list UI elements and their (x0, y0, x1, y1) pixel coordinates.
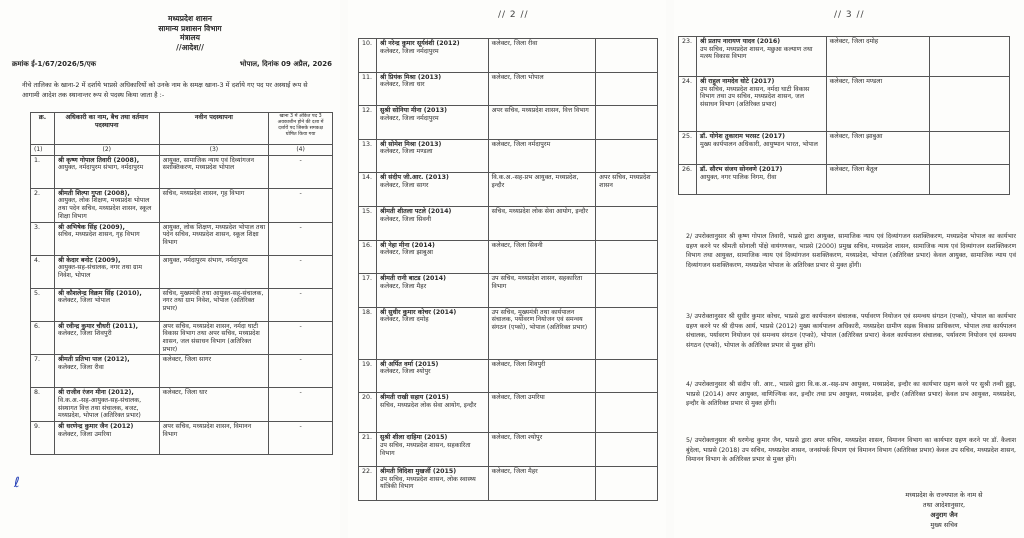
officer-cell (376, 240, 488, 274)
header-line: सामान्य प्रशासन विभाग (158, 23, 222, 33)
new-post: आयुक्त, लोक शिक्षण, मध्यप्रदेश भोपाल तथा पदेन सचिव, मध्यप्रदेश शासन, स्कूल शिक्षा विभाग (159, 222, 269, 255)
new-post: कलेक्टर, जिला धार (159, 388, 269, 422)
new-post: कलेक्टर, जिला शिवपुरी (488, 359, 596, 393)
reference-line (12, 60, 332, 69)
equivalent-post: - (269, 388, 333, 422)
new-post: आयुक्त, नर्मदापुरम संभाग, नर्मदापुरम (159, 255, 269, 288)
officer-cell (54, 288, 159, 321)
table-row (31, 188, 333, 222)
officer-name: श्रीमती शिल्पा गुप्ता (2008), (57, 189, 130, 197)
table-row (31, 388, 333, 422)
row-number: 26. (679, 165, 697, 195)
row-number: 17. (359, 274, 377, 308)
equivalent-post: - (269, 155, 333, 188)
equivalent-post (596, 393, 658, 433)
row-number: 9. (31, 422, 55, 455)
table-row (359, 274, 658, 308)
header-cell: अधिकारी का नाम, बैच तथा वर्तमान पदस्थापना (54, 113, 159, 145)
current-post: सचिव, मध्यप्रदेश लोक सेवा आयोग, इन्दौर (379, 402, 477, 410)
current-post: कलेक्टर, जिला नर्मदापुरम (379, 114, 439, 122)
row-number: 3. (31, 222, 55, 255)
current-post: कलेक्टर, जिला मण्डला (379, 148, 433, 156)
table-row (359, 359, 658, 393)
officer-cell (376, 393, 488, 433)
equivalent-post: अपर सचिव, मध्यप्रदेश शासन (596, 173, 658, 207)
officer-cell (696, 77, 826, 132)
paragraph-3: 3/ उपरोक्तानुसार श्री सुधीर कुमार कोचर, भाप्रसे द्वारा कार्यपालन संचालक, पर्यावरण नियोजन एवं समन्वय संगठन (एप्को), भोपाल का कार्यभार ग्रहण करने पर श्री दीपक आर्य, भाप्रसे (2012) मुख्य कार्यपालन अधिकारी, मध्यप्रदेश ग्रामीण सड़क विकास प्राधिकरण, भोपाल तथा कार्यपालन संचालक, पर्यावरण नियोजन एवं समन्वय संगठन (एप्को), भोपाल (अतिरिक्त प्रभार) केवल कार्यपालन संचालक, पर्यावरण नियोजन एवं समन्वय संगठन (एप्को), भोपाल के अतिरिक्त प्रभार से मुक्त होंगे। (686, 313, 1016, 349)
officer-cell (376, 173, 488, 207)
current-post: आयुक्त, नगर पालिक निगम, रीवा (699, 173, 777, 181)
current-post: कलेक्टर, जिला मैहर (379, 282, 427, 290)
equivalent-post: - (269, 321, 333, 355)
paragraph-2: 2/ उपरोक्तानुसार श्री कृष्ण गोपाल तिवारी, भाप्रसे द्वारा आयुक्त, सामाजिक न्याय एवं दिव्यांगजन सशक्तिकरण, मध्यप्रदेश भोपाल का कार्यभार ग्रहण करने पर श्रीमती सोनाली पोंक्षे वायंगणकर, भाप्रसे (2000) प्रमुख सचिव, मध्यप्रदेश शासन, सामाजिक न्याय एवं दिव्यांगजन सशक्तिकरण विभाग तथा आयुक्त, सामाजिक न्याय एवं दिव्यांगजन सशक्तिकरण, मध्यप्रदेश, भोपाल (अतिरिक्त प्रभार) केवल आयुक्त, सामाजिक न्याय एवं दिव्यांगजन सशक्तिकरण, मध्यप्रदेश भोपाल के अतिरिक्त प्रभार से मुक्त होंगी। (686, 233, 1016, 269)
transfer-table-1 (30, 112, 333, 455)
officer-cell (54, 255, 159, 288)
table-row (31, 422, 333, 455)
current-post: आयुक्त, नर्मदापुरम संभाग, नर्मदापुरम (57, 164, 144, 172)
new-post: उप सचिव, मध्यप्रदेश शासन, सहकारिता विभाग (488, 274, 596, 308)
officer-cell (54, 388, 159, 422)
row-number: 15. (359, 206, 377, 240)
col-number: (1) (31, 145, 55, 156)
officer-cell (696, 37, 826, 77)
new-post: वि.क.अ.-सह-प्रभ आयुक्त, मध्यप्रदेश, इन्दौर (488, 173, 596, 207)
table-row (679, 77, 1010, 132)
officer-name: श्री नेहा मीना (2014) (379, 241, 435, 249)
table-row (359, 307, 658, 359)
officer-cell (376, 39, 488, 73)
new-post: कलेक्टर, जिला मैहर (488, 466, 596, 500)
new-post: उप सचिव, मुख्यमंत्री तथा कार्यपालन संचालक, पर्यावरण नियोजन एवं समन्वय संगठन (एप्को), भोपाल (अतिरिक्त प्रभार) (488, 307, 596, 359)
row-number: 7. (31, 355, 55, 388)
intro-text: नीचे तालिका के खाना-2 में दर्शाये भाप्रसे अधिकारियों को उनके नाम के समक्ष खाना-3 में दर्शाये गए पद पर अस्थाई रूप से आगामी आदेश तक स्थानान्तर रूप से पदस्थ किया जाता है :- (22, 81, 308, 99)
order-date: भोपाल, दिनांक 09 अप्रैल, 2026 (239, 60, 332, 68)
equivalent-post: - (269, 255, 333, 288)
equivalent-post (596, 274, 658, 308)
officer-name: श्री संदीप जी.आर. (2013) (379, 174, 449, 182)
signatory-title: मुख्य सचिव (930, 521, 958, 529)
new-post: कलेक्टर, जिला दमोह (826, 37, 930, 77)
header-line: मंत्रालय (179, 33, 200, 42)
row-number: 2. (31, 188, 55, 222)
header-cell: क्र. (31, 113, 55, 145)
officer-name: श्री राहुल नामदेव धोटे (2017) (699, 78, 775, 85)
officer-cell (376, 466, 488, 500)
officer-cell (376, 307, 488, 359)
table-row (31, 155, 333, 188)
officer-cell (54, 355, 159, 388)
equivalent-post (930, 132, 1010, 165)
table-row (31, 321, 333, 355)
row-number: 23. (679, 37, 697, 77)
equivalent-post (596, 106, 658, 140)
current-post: कलेक्टर, जिला धार (379, 81, 425, 89)
officer-cell (54, 188, 159, 222)
officer-name: श्रीमती विदिशा मुखर्जी (2015) (379, 467, 457, 475)
current-post: कलेक्टर, जिला दमोह (379, 316, 429, 324)
officer-name: डॉ. सौरभ संजय सोनवणे (2017) (699, 166, 783, 173)
order-page-1 (0, 0, 340, 538)
row-number: 12. (359, 106, 377, 140)
new-post: कलेक्टर, जिला नर्मदापुरम (488, 139, 596, 173)
row-number: 24. (679, 77, 697, 132)
officer-cell (696, 132, 826, 165)
equivalent-post (596, 466, 658, 500)
officer-name: श्रीमती प्रतिभा पाल (2012), (57, 356, 130, 364)
current-post: उप सचिव, मध्यप्रदेश शासन, मछुआ कल्याण तथा मत्स्य विकास विभाग (699, 45, 813, 61)
table-row (359, 240, 658, 274)
new-post: कलेक्टर, जिला भोपाल (488, 72, 596, 106)
row-number: 22. (359, 466, 377, 500)
row-number: 25. (679, 132, 697, 165)
current-post: कलेक्टर, जिला रीवा (57, 364, 104, 372)
table-row (359, 173, 658, 207)
current-post: आयुक्त-सह-संचालक, नगर तथा ग्राम निवेश, भोपाल (57, 264, 142, 279)
officer-cell (376, 274, 488, 308)
officer-name: श्री रवीन्द्र कुमार चौधरी (2011), (57, 322, 138, 330)
current-post: कलेक्टर, जिला नर्मदापुरम (379, 47, 439, 55)
current-post: उप सचिव, मध्यप्रदेश शासन, लोक स्वास्थ्य यांत्रिकी विभाग (379, 475, 476, 491)
new-post: कलेक्टर, जिला सिवनी (488, 240, 596, 274)
equivalent-post (596, 433, 658, 467)
table-row (31, 355, 333, 388)
new-post: कलेक्टर, जिला मण्डला (826, 77, 930, 132)
transfer-table-3 (678, 36, 1010, 195)
equivalent-post (930, 165, 1010, 195)
equivalent-post (930, 37, 1010, 77)
equivalent-post (596, 206, 658, 240)
current-post: कलेक्टर, जिला उमरिया (57, 430, 112, 438)
equivalent-post: - (269, 422, 333, 455)
row-number: 1. (31, 155, 55, 188)
header-cell: खाना 3 में अंकित पद 3 अवकाशीन होने की दशा में दर्शायें पद जिसके समकक्ष घोषित किया गया (269, 113, 333, 145)
paragraph-5: 5/ उपरोक्तानुसार श्री धरणेन्द्र कुमार जैन, भाप्रसे द्वारा अपर सचिव, मध्यप्रदेश शासन, विमानन विभाग का कार्यभार ग्रहण करने पर डॉ. कैलाश बुंदेला, भाप्रसे (2018) उप सचिव, मध्यप्रदेश शासन, जनसंपर्क विभाग एवं विमानन विभाग (अतिरिक्त प्रभार) केवल उप सचिव, मध्यप्रदेश शासन, विमानन विभाग के अतिरिक्त प्रभार से मुक्त होंगे। (686, 437, 1016, 463)
officer-name: श्रीमती रानी बाटड (2014) (379, 275, 447, 283)
officer-name: श्री केदार बनोट (2009), (57, 256, 121, 264)
new-post: अपर सचिव, मध्यप्रदेश शासन, वित्त विभाग (488, 106, 596, 140)
table-row (679, 37, 1010, 77)
signatory-name: अनुराग जैन (930, 511, 958, 519)
officer-cell (54, 422, 159, 455)
row-number: 6. (31, 321, 55, 355)
col-number: (3) (159, 145, 269, 156)
current-post: कलेक्टर, जिला श्योपुर (379, 368, 431, 376)
officer-cell (54, 155, 159, 188)
table-row (359, 139, 658, 173)
new-post: कलेक्टर, जिला रीवा (488, 39, 596, 73)
officer-name: श्री धरणेन्द्र कुमार जैन (2012) (57, 423, 134, 431)
current-post: उप सचिव, मध्यप्रदेश शासन, नर्मदा घाटी विकास विभाग तथा उप सचिव, मध्यप्रदेश शासन, जल संसाधन विभाग (अतिरिक्त प्रभार) (699, 85, 810, 109)
order-page-3 (674, 0, 1024, 538)
table-row (679, 132, 1010, 165)
officer-name: श्री राजीव रंजन मीना (2012), (57, 389, 134, 397)
officer-name: सुश्री सोनिया मीना (2013) (379, 107, 448, 115)
officer-name: सुश्री शीला दाहिमा (2015) (379, 434, 448, 442)
officer-name: श्री अर्पित वर्मा (2015) (379, 360, 439, 368)
table-row (359, 106, 658, 140)
new-post: सचिव, मध्यप्रदेश लोक सेवा आयोग, इन्दौर (488, 206, 596, 240)
transfer-table-2 (358, 38, 658, 501)
current-post: सचिव, मध्यप्रदेश शासन, गृह विभाग (57, 231, 140, 239)
new-post: कलेक्टर, जिला सागर (159, 355, 269, 388)
table-row (31, 255, 333, 288)
table-row (679, 165, 1010, 195)
row-number: 14. (359, 173, 377, 207)
signature-block (874, 490, 1014, 530)
officer-name: श्री कौशलेन्द्र विक्रम सिंह (2010), (57, 289, 142, 297)
equivalent-post: - (269, 355, 333, 388)
officer-cell (54, 321, 159, 355)
sign-line: मध्यप्रदेश के राज्यपाल के नाम से (905, 491, 983, 499)
equivalent-post (596, 240, 658, 274)
officer-name: श्री प्रताप नारायण यादव (2016) (699, 38, 781, 45)
officer-name: श्री प्रियंक मिश्रा (2013) (379, 73, 442, 81)
table-row (31, 222, 333, 255)
equivalent-post: - (269, 188, 333, 222)
row-number: 19. (359, 359, 377, 393)
officer-name: श्री नरेन्द्र कुमार सूर्यवंशी (2012) (379, 40, 460, 47)
table-row (359, 466, 658, 500)
equivalent-post (930, 77, 1010, 132)
new-post: कलेक्टर, जिला बैतूल (826, 165, 930, 195)
table-row (31, 288, 333, 321)
officer-name: श्री सुधीर कुमार कोचर (2014) (379, 308, 457, 316)
table-row (359, 393, 658, 433)
order-page-2 (348, 0, 666, 538)
equivalent-post: - (269, 222, 333, 255)
row-number: 20. (359, 393, 377, 433)
officer-cell (376, 106, 488, 140)
current-post: कलेक्टर, जिला सागर (379, 182, 429, 190)
equivalent-post (596, 139, 658, 173)
officer-name: श्री सोमेश मिश्रा (2013) (379, 140, 442, 148)
row-number: 18. (359, 307, 377, 359)
header-line: मध्यप्रदेश शासन (168, 14, 212, 23)
sign-line: तथा आदेशानुसार, (922, 501, 966, 509)
current-post: कलेक्टर, जिला झाबुआ (379, 249, 433, 257)
reference-number: क्रमांक ई-1/67/2026/5/एक (12, 60, 96, 68)
margin-ink-mark: ℓ (14, 475, 20, 491)
header-line: //आदेश// (176, 42, 204, 52)
page-number: // 3 // (834, 10, 865, 20)
officer-cell (696, 165, 826, 195)
row-number: 5. (31, 288, 55, 321)
current-post: वि.क.अ.-सह-आयुक्त-सह-संचालक, संस्थागत वित्त तथा संचालक, बजट, मध्यप्रदेश, भोपाल (अतिरिक्त प्रभार) (57, 397, 142, 420)
col-number: (2) (54, 145, 159, 156)
equivalent-post (596, 359, 658, 393)
current-post: कलेक्टर, जिला शिवपुरी (57, 330, 112, 338)
new-post: कलेक्टर, जिला श्योपुर (488, 433, 596, 467)
equivalent-post (596, 72, 658, 106)
new-post: सचिव, मुख्यमंत्री तथा आयुक्त-सह-संचालक, नगर तथा ग्राम निवेश, भोपाल (अतिरिक्त प्रभार) (159, 288, 269, 321)
officer-cell (54, 222, 159, 255)
row-number: 8. (31, 388, 55, 422)
officer-name: श्री अभिषेक सिंह (2009), (57, 223, 125, 231)
current-post: आयुक्त, लोक शिक्षण, मध्यप्रदेश भोपाल तथा पदेन सचिव, मध्यप्रदेश शासन, स्कूल शिक्षा विभाग (57, 197, 152, 220)
order-header (110, 14, 270, 52)
table-row (359, 39, 658, 73)
new-post: अपर सचिव, मध्यप्रदेश शासन, नर्मदा घाटी विकास विभाग तथा अपर सचिव, मध्यप्रदेश शासन, जल संसाधन विभाग (अतिरिक्त प्रभार) (159, 321, 269, 355)
equivalent-post (596, 39, 658, 73)
col-number: (4) (269, 145, 333, 156)
officer-cell (376, 139, 488, 173)
row-number: 11. (359, 72, 377, 106)
page-number: // 2 // (498, 10, 529, 20)
row-number: 13. (359, 139, 377, 173)
equivalent-post (596, 307, 658, 359)
current-post: कलेक्टर, जिला भोपाल (57, 297, 110, 305)
row-number: 21. (359, 433, 377, 467)
row-number: 4. (31, 255, 55, 288)
new-post: सचिव, मध्यप्रदेश शासन, गृह विभाग (159, 188, 269, 222)
new-post: अपर सचिव, मध्यप्रदेश शासन, विमानन विभाग (159, 422, 269, 455)
officer-cell (376, 359, 488, 393)
officer-cell (376, 72, 488, 106)
officer-cell (376, 433, 488, 467)
header-cell: नवीन पदस्थापना (159, 113, 269, 145)
row-number: 10. (359, 39, 377, 73)
new-post: आयुक्त, सामाजिक न्याय एवं दिव्यांगजन सशक्तिकरण, मध्यप्रदेश भोपाल (159, 155, 269, 188)
officer-name: श्री कृष्ण गोपाल तिवारी (2008), (57, 156, 140, 164)
officer-cell (376, 206, 488, 240)
officer-name: श्रीमती शीतला पटले (2014) (379, 207, 452, 215)
new-post: कलेक्टर, जिला उमरिया (488, 393, 596, 433)
new-post: कलेक्टर, जिला झाबुआ (826, 132, 930, 165)
current-post: मुख्य कार्यपालन अधिकारी, आयुष्मान भारत, भोपाल (699, 140, 818, 148)
table-row (359, 72, 658, 106)
row-number: 16. (359, 240, 377, 274)
equivalent-post: - (269, 288, 333, 321)
table-row (359, 433, 658, 467)
officer-name: डॉ. योगेश तुकाराम भरसट (2017) (699, 133, 785, 140)
paragraph-4: 4/ उपरोक्तानुसार श्री संदीप जी. आर., भाप्रसे द्वारा वि.क.अ.-सह-प्रभ आयुक्त, मध्यप्रदेश, इन्दौर का कार्यभार ग्रहण करने पर सुश्री तन्वी हुड्डा, भाप्रसे (2014) अपर आयुक्त, वाणिज्यिक कर, इन्दौर तथा प्रभ आयुक्त, मध्यप्रदेश, इन्दौर (अतिरिक्त प्रभार) केवल प्रभ आयुक्त, मध्यप्रदेश, इन्दौर के अतिरिक्त प्रभार से मुक्त होंगी। (686, 381, 1016, 407)
officer-name: श्रीमती राखी सहाय (2015) (379, 394, 449, 402)
current-post: कलेक्टर, जिला सिवनी (379, 215, 431, 223)
current-post: उप सचिव, मध्यप्रदेश शासन, सहकारिता विभाग (379, 442, 471, 457)
table-row (359, 206, 658, 240)
